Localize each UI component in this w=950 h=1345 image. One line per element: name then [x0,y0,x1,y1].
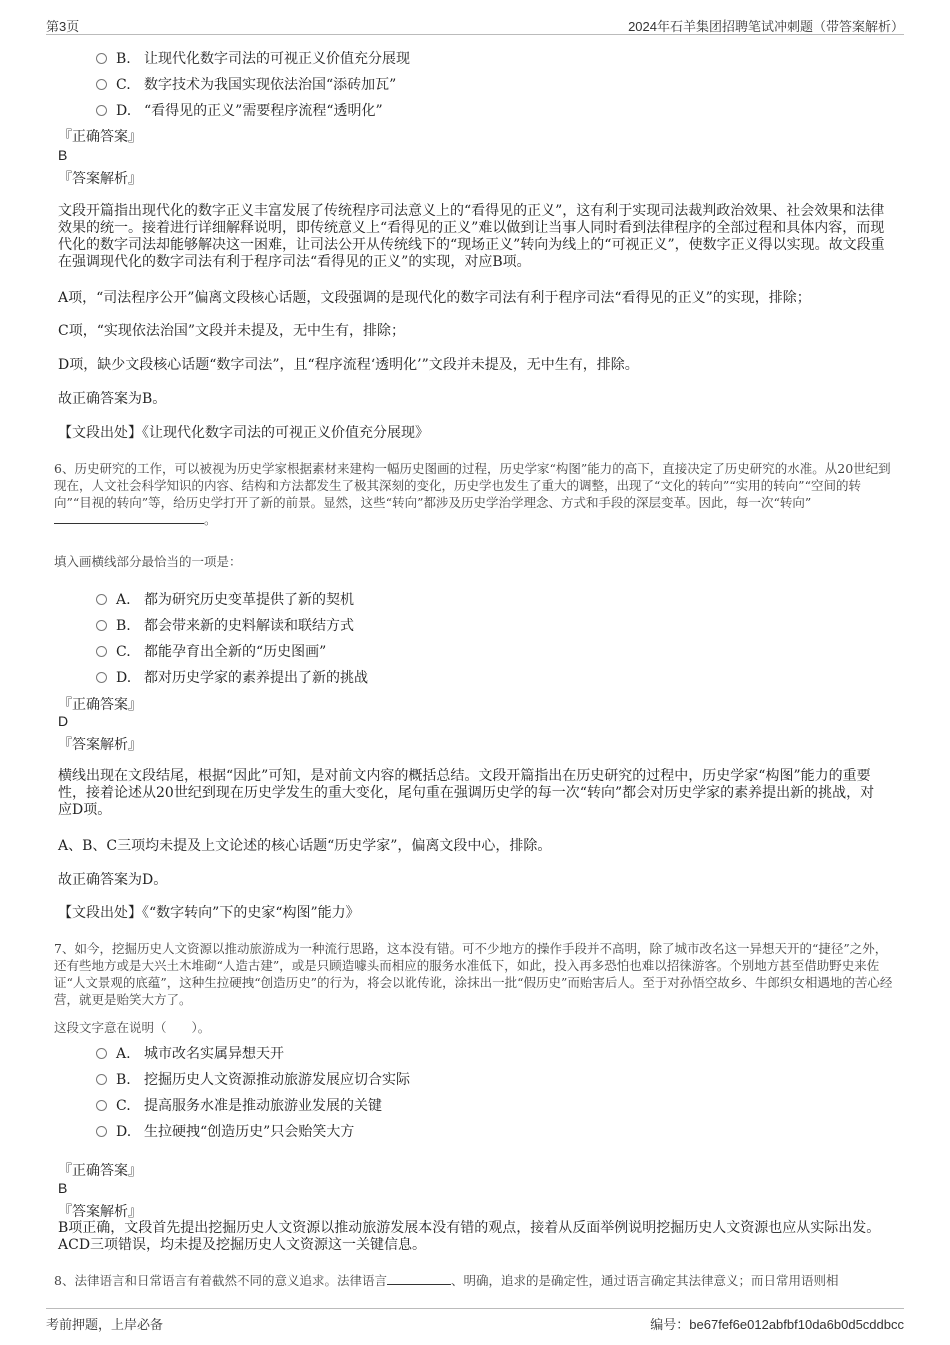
radio-icon[interactable] [96,672,107,683]
correct-answer-label: 『正确答案』 [58,1163,142,1179]
correct-answer-label: 『正确答案』 [58,129,142,145]
analysis-label: 『答案解析』 [58,1204,142,1220]
q6-stem: 6、历史研究的工作，可以被视为历史学家根据素材来建构一幅历史图画的过程，历史学家“构图”能力的高下，直接决定了历史研究的水准。从20世纪到现在，人文社会科学知识的内容、结构和方法都发生了极其深刻的变化，历史学也发生了重大的调整，出现了“文化的转向”“实用的转向”“空间的转向”“目视的转向”等，给历史学打开了新的前景。显然，这些“转向”都涉及历史学治学理念、方式和手段的深层变革。因此，每一次“转向”。 [54,461,891,527]
option-q5-c[interactable]: C. 数字技术为我国实现依法治国“添砖加瓦” [96,74,396,94]
page-number: 第3页 [46,19,80,34]
q6-analysis-abc: A、B、C三项均未提及上文论述的核心话题“历史学家”，偏离文段中心，排除。 [58,838,552,854]
option-q6-b[interactable]: B. 都会带来新的史料解读和联结方式 [96,615,354,635]
option-q5-d[interactable]: D. “看得见的正义”需要程序流程“透明化” [96,100,383,120]
q7-analysis: B项正确，文段首先提出挖掘历史人文资源以推动旅游发展本没有错的观点，接着从反面举例说明挖掘历史人文资源也应从实际出发。ACD三项错误，均未提及挖掘历史人文资源这一关键信息。 [58,1220,881,1253]
q7-stem: 7、如今，挖掘历史人文资源以推动旅游成为一种流行思路，这本没有错。可不少地方的操作手段并不高明，除了城市改名这一异想天开的“捷径”之外，还有些地方或是大兴土木堆砌“人造古建”，或是只顾造噱头而相应的服务水准低下，如此，投入再多恐怕也难以招徕游客。个别地方甚至借助野史来佐证“人文景观的底蕴”，这种生拉硬拽“创造历史”的行为，将会以讹传讹，涂抹出一批“假历史”而贻害后人。至于对孙悟空故乡、牛郎织女相遇地的苦心经营，就更是贻笑大方了。 [54,941,893,1007]
radio-icon[interactable] [96,1126,107,1137]
q5-source: 【文段出处】《让现代化数字司法的可视正义价值充分展现》 [58,425,429,441]
radio-icon[interactable] [96,646,107,657]
radio-icon[interactable] [96,620,107,631]
radio-icon[interactable] [96,1074,107,1085]
correct-answer-label: 『正确答案』 [58,697,142,713]
option-q6-a[interactable]: A. 都为研究历史变革提供了新的契机 [96,589,354,609]
q6-answer: D [58,713,69,729]
q6-analysis-main: 横线出现在文段结尾，根据“因此”可知，是对前文内容的概括总结。文段开篇指出在历史研究的过程中，历史学家“构图”能力的重要性，接着论述从20世纪到现在历史学发生的重大变化，尾句重在强调历史学的每一次“转向”都会对历史学家的素养提出新的挑战，对应D项。 [58,768,875,818]
q7-prompt: 这段文字意在说明（ ）。 [54,1020,211,1035]
q5-analysis-c: C项，“实现依法治国”文段并未提及，无中生有，排除； [58,323,406,339]
option-q6-c[interactable]: C. 都能孕育出全新的“历史图画” [96,641,326,661]
q6-conclusion: 故正确答案为D。 [58,872,168,888]
page-header [46,14,904,35]
document-title: 2024年石羊集团招聘笔试冲刺题（带答案解析） [628,19,904,34]
q5-answer: B [58,147,68,163]
option-q5-b[interactable]: B. 让现代化数字司法的可视正义价值充分展现 [96,48,410,68]
radio-icon[interactable] [96,105,107,116]
q5-analysis-d: D项，缺少文段核心话题“数字司法”，且“程序流程‘透明化’”文段并未提及，无中生有，排除。 [58,357,639,373]
q6-source: 【文段出处】《“数字转向”下的史家“构图”能力》 [58,905,360,921]
q5-analysis-a: A项，“司法程序公开”偏离文段核心话题，文段强调的是现代化的数字司法有利于程序司法“看得见的正义”的实现，排除； [58,290,811,306]
analysis-label: 『答案解析』 [58,171,142,187]
q5-analysis-main: 文段开篇指出现代化的数字正义丰富发展了传统程序司法意义上的“看得见的正义”，这有利于实现司法裁判政治效果、社会效果和法律效果的统一。接着进行详细解释说明，即传统意义上“看得见的正义”难以做到让当事人同时看到法律程序的全部过程和具体内容，而现代化的数字司法却能够解决这一困难，让司法公开从传统线下的“现场正义”转向为线上的“可视正义”，使数字正义得以实现。故文段重在强调现代化的数字司法有利于程序司法“看得见的正义”的实现，对应B项。 [58,203,885,270]
radio-icon[interactable] [96,1100,107,1111]
analysis-label: 『答案解析』 [58,737,142,753]
option-q7-d[interactable]: D. 生拉硬拽“创造历史”只会贻笑大方 [96,1121,354,1141]
fill-blank [387,1272,451,1285]
q7-answer: B [58,1180,68,1196]
radio-icon[interactable] [96,594,107,605]
radio-icon[interactable] [96,53,107,64]
q8-stem: 8、法律语言和日常语言有着截然不同的意义追求。法律语言 、明确，追求的是确定性，通过语言确定其法律意义；而日常用语则相 [54,1273,839,1288]
footer-slogan: 考前押题，上岸必备 [46,1317,164,1332]
page-footer [46,1308,904,1335]
option-q6-d[interactable]: D. 都对历史学家的素养提出了新的挑战 [96,667,368,687]
q6-prompt: 填入画横线部分最恰当的一项是： [54,554,242,569]
q5-conclusion: 故正确答案为B。 [58,391,167,407]
radio-icon[interactable] [96,79,107,90]
radio-icon[interactable] [96,1048,107,1059]
option-q7-c[interactable]: C. 提高服务水准是推动旅游业发展的关键 [96,1095,382,1115]
option-q7-a[interactable]: A. 城市改名实属异想天开 [96,1043,284,1063]
option-q7-b[interactable]: B. 挖掘历史人文资源推动旅游发展应切合实际 [96,1069,410,1089]
fill-blank [54,511,204,524]
document-code: 编号：be67fef6e012abfbf10da6b0d5cddbcc [650,1317,904,1332]
